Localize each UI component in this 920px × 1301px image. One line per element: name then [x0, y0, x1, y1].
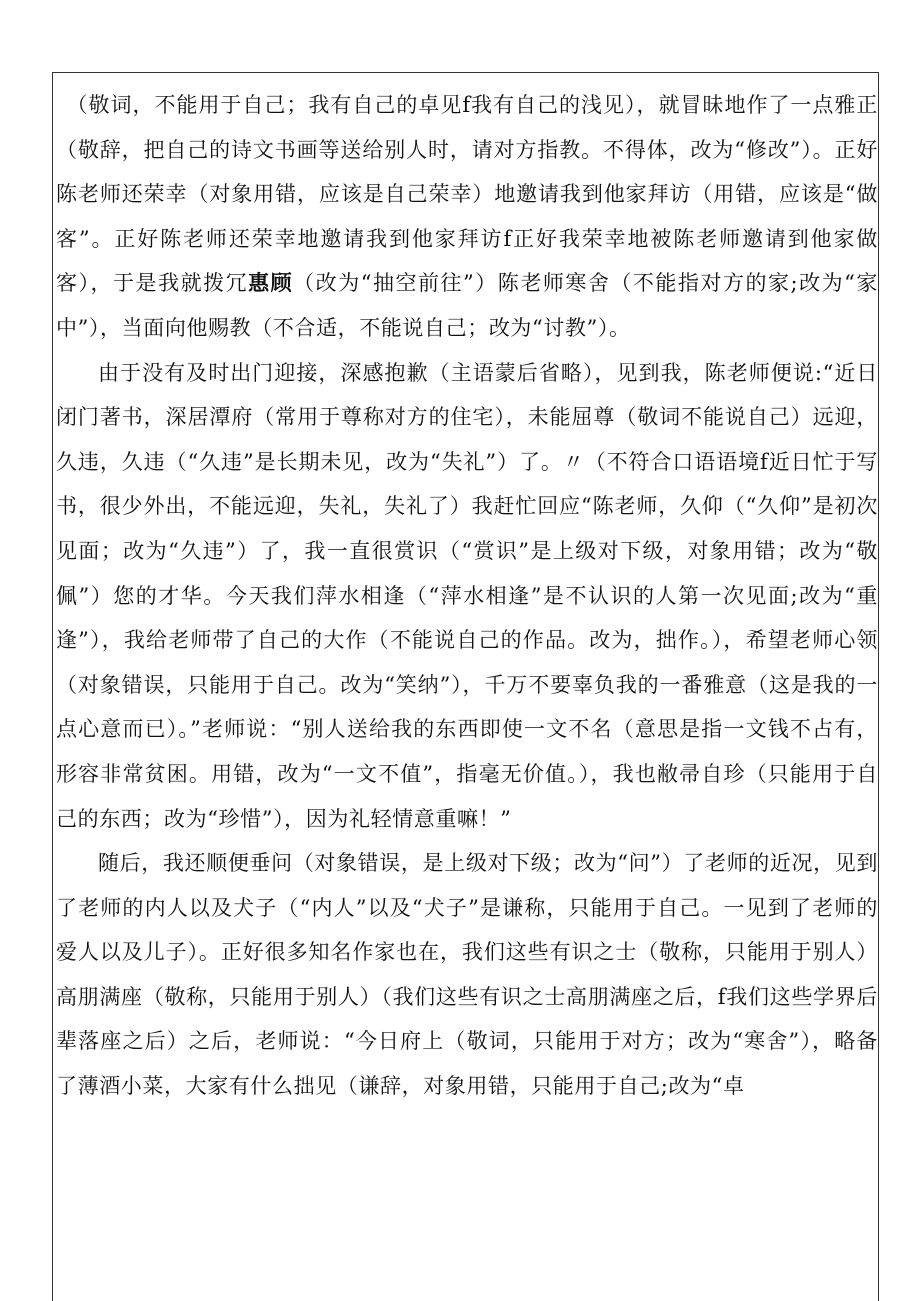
paragraph-1 [56, 83, 878, 351]
paragraph-2: 由于没有及时出门迎接，深感抱歉（主语蒙后省略），见到我，陈老师便说:“近日闭门著书，深居潭府（常用于尊称对方的住宅），未能屈尊（敬词不能说自己）远迎，久违，久违（“久违”是长期未见，改为“失礼”）了。〃（不符合口语语境f近日忙于写书，很少外出，不能远迎，失礼，失礼了）我赶忙回应“陈老师，久仰（“久仰”是初次见面；改为“久违”）了，我一直很赏识（“赏识”是上级对下级，对象用错；改为“敬佩”）您的才华。今天我们萍水相逢（“萍水相逢”是不认识的人第一次见面;改为“重逢”），我给老师带了自己的大作（不能说自己的作品。改为，拙作。），希望老师心领（对象错误，只能用于自己。改为“笑纳”），千万不要辜负我的一番雅意（这是我的一点心意而已）。”老师说：“别人送给我的东西即使一文不名（意思是指一文钱不占有，形容非常贫困。用错，改为“一文不值”，指毫无价值。），我也敝帚自珍（只能用于自己的东西；改为“珍惜”），因为礼轻情意重嘛！” [56, 360, 878, 831]
paragraph-1-bold-term: 惠顾 [248, 270, 294, 296]
paragraph-1-text-b: （改为“抽空前往”）陈老师寒舍（不能指对方的家;改为“家中”），当面向他赐教（不合适，不能说自己；改为“讨教”）。 [56, 271, 878, 340]
document-body [56, 83, 878, 1109]
paragraph-3: 随后，我还顺便垂问（对象错误，是上级对下级；改为“问”）了老师的近况，见到了老师的内人以及犬子（“内人”以及“犬子”是谦称，只能用于自己。一见到了老师的爱人以及儿子）。正好很多知名作家也在，我们这些有识之士（敬称，只能用于别人）高朋满座（敬称，只能用于别人）（我们这些有识之士高朋满座之后，f我们这些学界后辈落座之后）之后，老师说：“今日府上（敬词，只能用于对方；改为“寒舍”），略备了薄酒小菜，大家有什么拙见（谦辞，对象用错，只能用于自己;改为“卓 [56, 851, 878, 1099]
paragraph-1-text-a: （敬词，不能用于自己；我有自己的卓见f我有自己的浅见），就冒昧地作了一点雅正（敬辞，把自己的诗文书画等送给别人时，请对方指教。不得体，改为“修改”）。正好陈老师还荣幸（对象用错，应该是自己荣幸）地邀请我到他家拜访（用错，应该是“做客”。正好陈老师还荣幸地邀请我到他家拜访f正好我荣幸地被陈老师邀请到他家做客），于是我就拨冗 [56, 93, 878, 296]
